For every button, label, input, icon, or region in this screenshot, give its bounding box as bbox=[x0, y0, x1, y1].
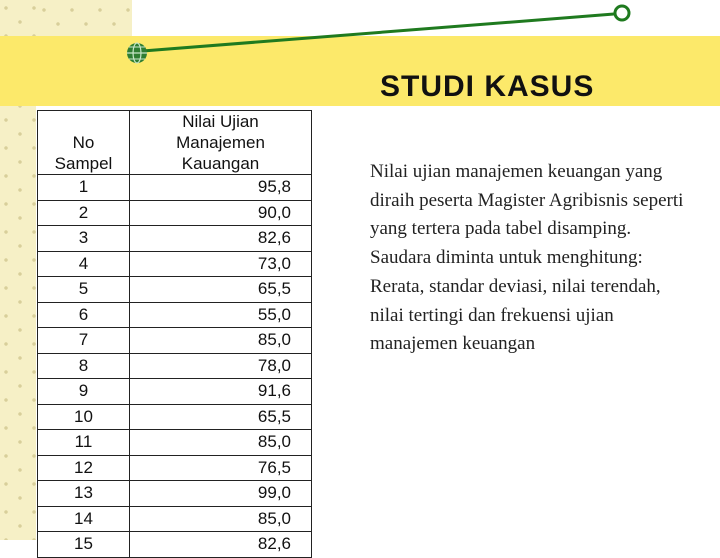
sample-number-cell: 14 bbox=[38, 506, 130, 532]
score-value-cell: 99,0 bbox=[130, 481, 312, 507]
sample-number-cell: 10 bbox=[38, 404, 130, 430]
table-row bbox=[38, 379, 312, 405]
sample-number-cell: 9 bbox=[38, 379, 130, 405]
score-value-cell: 76,5 bbox=[130, 455, 312, 481]
score-value-cell: 95,8 bbox=[130, 175, 312, 201]
sample-number-cell: 4 bbox=[38, 251, 130, 277]
score-value-cell: 91,6 bbox=[130, 379, 312, 405]
header-no-sampel bbox=[38, 111, 130, 175]
score-value-cell: 85,0 bbox=[130, 430, 312, 456]
slide-title: STUDI KASUS bbox=[380, 70, 595, 103]
sample-number-cell: 7 bbox=[38, 328, 130, 354]
table-row bbox=[38, 430, 312, 456]
table-row bbox=[38, 532, 312, 558]
sample-number-cell: 1 bbox=[38, 175, 130, 201]
header-nilai-ujian bbox=[130, 111, 312, 175]
table-header-row bbox=[38, 111, 312, 175]
score-value-cell: 65,5 bbox=[130, 404, 312, 430]
table-row bbox=[38, 277, 312, 303]
header-line: No bbox=[72, 133, 95, 152]
sample-number-cell: 11 bbox=[38, 430, 130, 456]
sample-number-cell: 2 bbox=[38, 200, 130, 226]
line-end-circle bbox=[615, 6, 629, 20]
table-row bbox=[38, 251, 312, 277]
sample-number-cell: 13 bbox=[38, 481, 130, 507]
table-row bbox=[38, 328, 312, 354]
table-row bbox=[38, 175, 312, 201]
table-row bbox=[38, 226, 312, 252]
header-line: Manajemen bbox=[176, 133, 265, 152]
green-line bbox=[130, 14, 614, 52]
globe-icon bbox=[127, 43, 147, 63]
table-row bbox=[38, 506, 312, 532]
sample-number-cell: 3 bbox=[38, 226, 130, 252]
exam-score-table bbox=[37, 110, 312, 558]
sample-number-cell: 8 bbox=[38, 353, 130, 379]
table-row bbox=[38, 455, 312, 481]
table-row bbox=[38, 404, 312, 430]
sample-number-cell: 5 bbox=[38, 277, 130, 303]
header-line: Nilai Ujian bbox=[182, 112, 259, 131]
score-value-cell: 90,0 bbox=[130, 200, 312, 226]
table-row bbox=[38, 302, 312, 328]
score-value-cell: 82,6 bbox=[130, 532, 312, 558]
case-description: Nilai ujian manajemen keuangan yang diraih peserta Magister Agribisnis seperti yang tertera pada tabel disamping. Saudara diminta untuk menghitung: Rerata, standar deviasi, nilai terendah, nilai tertingi dan frekuensi ujian manajemen keuangan bbox=[370, 161, 684, 355]
header-line: Kauangan bbox=[181, 154, 260, 173]
score-value-cell: 85,0 bbox=[130, 328, 312, 354]
sample-number-cell: 12 bbox=[38, 455, 130, 481]
sample-number-cell: 6 bbox=[38, 302, 130, 328]
sample-number-cell: 15 bbox=[38, 532, 130, 558]
decorative-line bbox=[0, 0, 720, 110]
table-row bbox=[38, 353, 312, 379]
score-value-cell: 55,0 bbox=[130, 302, 312, 328]
header-line: Sampel bbox=[54, 154, 113, 173]
score-value-cell: 82,6 bbox=[130, 226, 312, 252]
score-value-cell: 65,5 bbox=[130, 277, 312, 303]
table-row bbox=[38, 200, 312, 226]
score-value-cell: 85,0 bbox=[130, 506, 312, 532]
score-value-cell: 78,0 bbox=[130, 353, 312, 379]
score-value-cell: 73,0 bbox=[130, 251, 312, 277]
table-row bbox=[38, 481, 312, 507]
